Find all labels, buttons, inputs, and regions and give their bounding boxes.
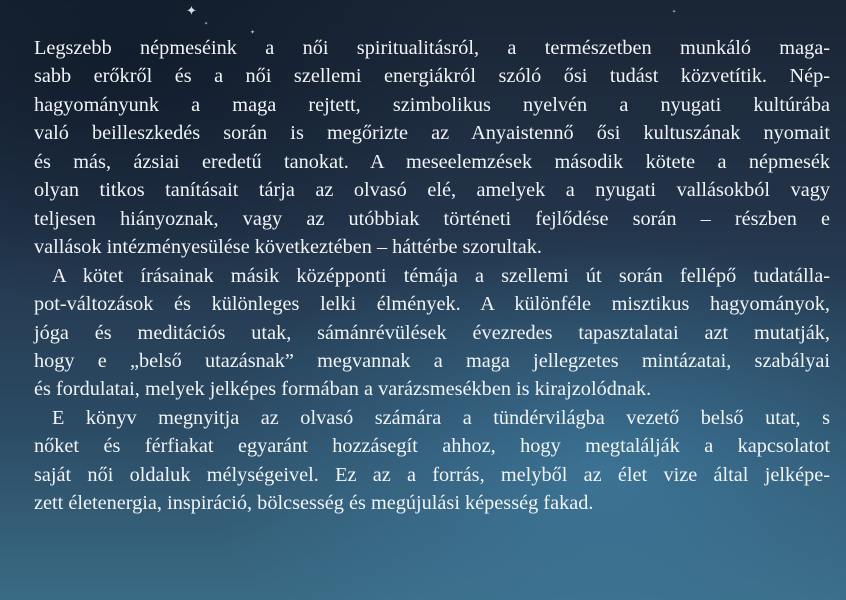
text-line: jóga és meditációs utak, sámánrévülések évezredes tapasztalatai azt mutatják, [34, 321, 830, 344]
text-line: olyan titkos tanításait tárja az olvasó elé, amelyek a nyugati vallásokból vagy [34, 179, 830, 202]
sparkle-star-icon: ✦ [186, 3, 197, 18]
sparkle-star-icon: ✦ [204, 22, 209, 27]
text-line: E könyv megnyitja az olvasó számára a tündérvilágba vezető belső utat, s [52, 406, 830, 429]
back-cover-text [34, 34, 830, 518]
text-line: hagyományunk a maga rejtett, szimbolikus nyelvén a nyugati kultúrába [34, 93, 830, 116]
text-line: vallások intézményesülése következtében – háttérbe szorultak. [34, 236, 542, 259]
text-line: teljesen hiányoznak, vagy az utóbbiak történeti fejlődése során – részben e [34, 207, 830, 230]
paragraph-2 [34, 262, 830, 404]
text-line: és más, ázsiai eredetű tanokat. A meseelemzések második kötete a népmesék [34, 150, 830, 173]
text-line: való beilleszkedés során is megőrizte az Anyaistennő ősi kultuszának nyomait [34, 122, 830, 145]
paragraph-1 [34, 34, 830, 262]
text-line: és fordulatai, melyek jelképes formában a varázsmesékben is kirajzolódnak. [34, 378, 652, 401]
text-line: nőket és férfiakat egyaránt hozzásegít ahhoz, hogy megtalálják a kapcsolatot [34, 435, 830, 458]
text-line: A kötet írásainak másik középponti témája a szellemi út során fellépő tudatálla- [52, 264, 830, 287]
paragraph-3 [34, 404, 830, 518]
text-line: sabb erőkről és a női szellemi energiákról szóló ősi tudást közvetítik. Nép- [34, 65, 830, 88]
sparkle-star-icon: ✦ [672, 10, 677, 15]
sparkle-star-icon: ✦ [250, 30, 256, 36]
text-line: pot-változások és különleges lelki élmények. A különféle misztikus hagyományok, [34, 293, 830, 316]
text-line: zett életenergia, inspiráció, bölcsesség és megújulási képesség fakad. [34, 492, 594, 515]
text-line: saját női oldaluk mélységeivel. Ez az a forrás, melyből az élet vize által jelképe- [34, 463, 830, 486]
text-line: hogy e „belső utazásnak” megvannak a maga jellegzetes mintázatai, szabályai [34, 349, 830, 372]
text-line: Legszebb népmeséink a női spiritualitásról, a természetben munkáló maga- [34, 37, 830, 59]
